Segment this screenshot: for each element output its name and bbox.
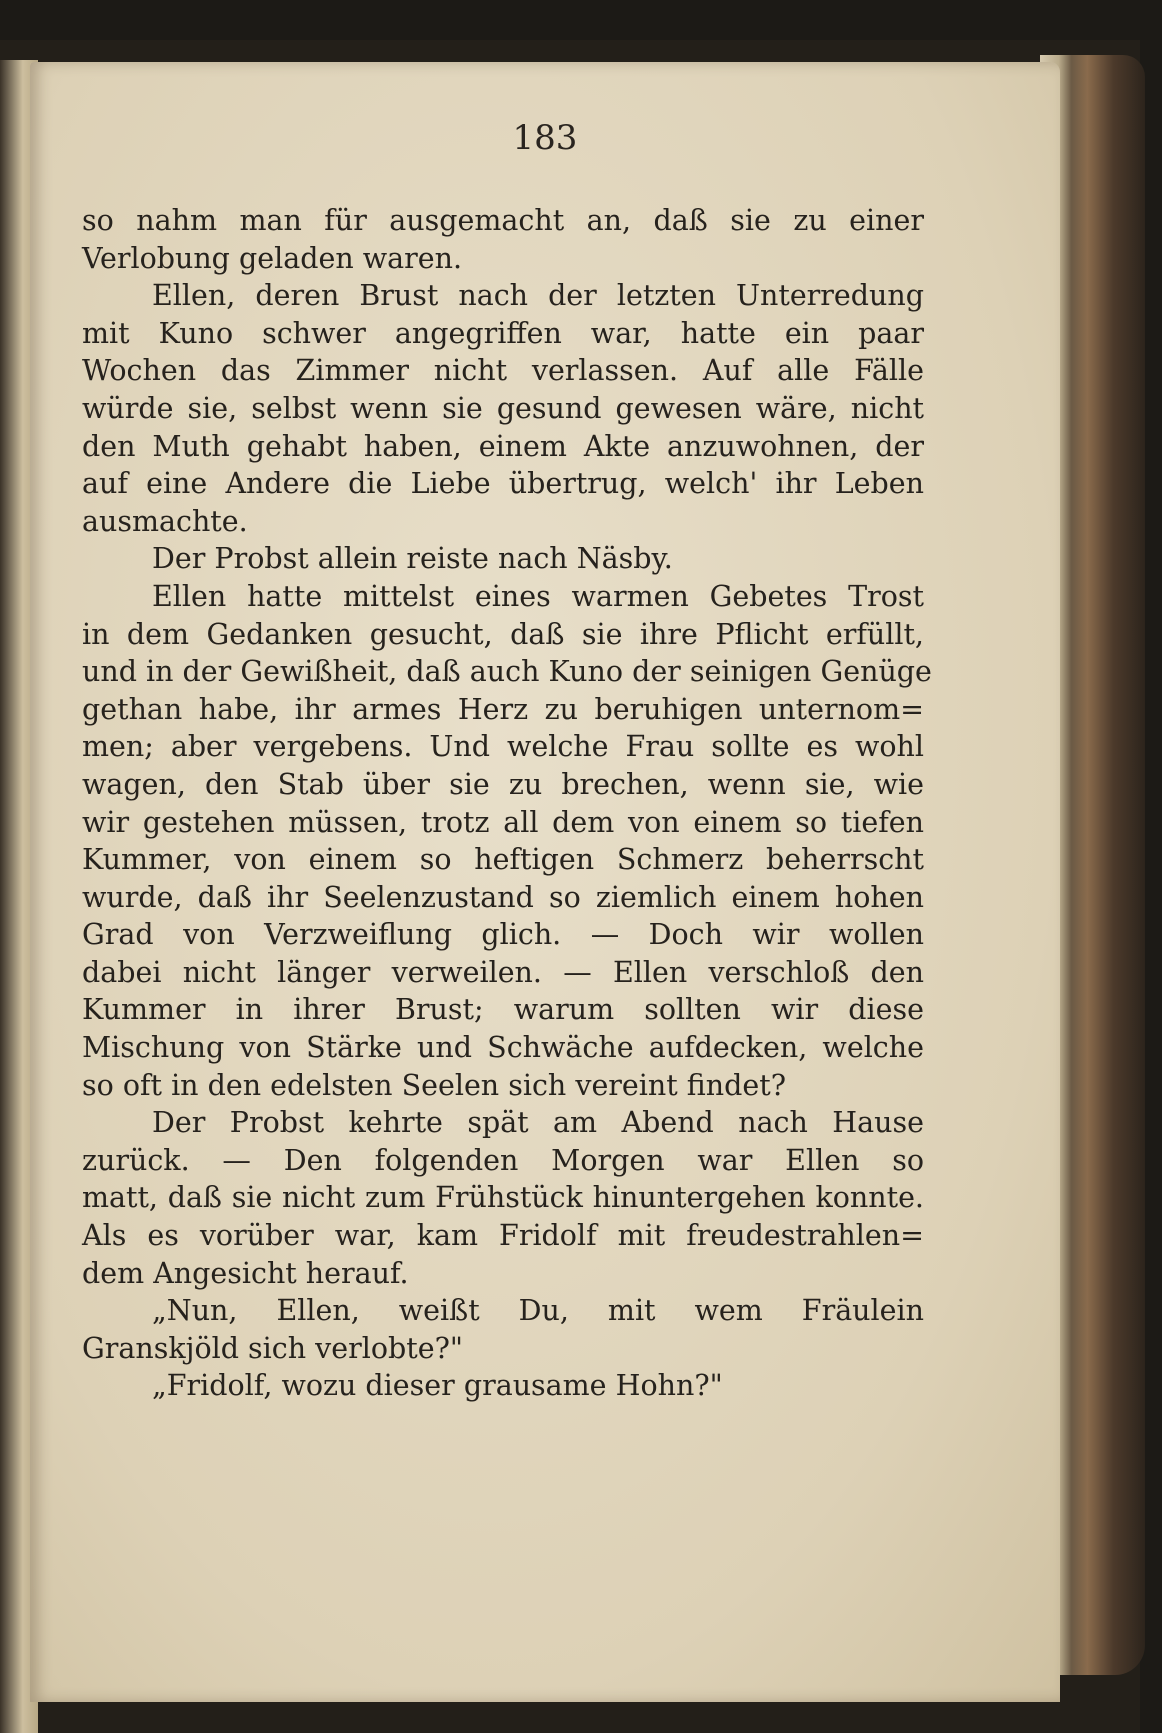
text-line: zurück. — Den folgenden Morgen war Ellen so <box>82 1143 924 1177</box>
text-line: Kummer in ihrer Brust; warum sollten wir diese <box>82 993 924 1027</box>
text-line: auf eine Andere die Liebe übertrug, welch' ihr Leben <box>82 467 924 501</box>
page-number: 183 <box>512 118 578 158</box>
text-line: in dem Gedanken gesucht, daß sie ihre Pflicht erfüllt, <box>82 617 924 651</box>
text-line: „Fridolf, wozu dieser grausame Hohn?" <box>152 1369 723 1403</box>
text-line: Granskjöld sich verlobte?" <box>82 1331 463 1365</box>
book-page <box>30 62 1060 1702</box>
text-line: Grad von Verzweiflung glich. — Doch wir wollen <box>82 918 924 952</box>
text-line: würde sie, selbst wenn sie gesund gewesen wäre, nicht <box>82 391 924 425</box>
text-line: und in der Gewißheit, daß auch Kuno der seinigen Genüge <box>82 655 932 689</box>
text-line: Ellen hatte mittelst eines warmen Gebetes Trost <box>152 579 924 613</box>
text-line: men; aber vergebens. Und welche Frau sollte es wohl <box>82 730 924 764</box>
text-line: dabei nicht länger verweilen. — Ellen verschloß den <box>82 955 924 989</box>
text-line: Kummer, von einem so heftigen Schmerz beherrscht <box>82 843 924 877</box>
text-line: wir gestehen müssen, trotz all dem von einem so tiefen <box>82 805 924 839</box>
text-line: Wochen das Zimmer nicht verlassen. Auf alle Fälle <box>82 354 924 388</box>
body-text <box>82 202 932 1405</box>
text-line: Als es vorüber war, kam Fridolf mit freudestrahlen= <box>82 1219 924 1253</box>
text-line: wagen, den Stab über sie zu brechen, wenn sie, wie <box>82 767 924 801</box>
text-line: Ellen, deren Brust nach der letzten Unterredung <box>152 279 924 313</box>
text-line: Verlobung geladen waren. <box>82 241 463 275</box>
text-line: dem Angesicht herauf. <box>82 1256 409 1290</box>
text-line: den Muth gehabt haben, einem Akte anzuwohnen, der <box>82 429 924 463</box>
text-line: so oft in den edelsten Seelen sich vereint findet? <box>82 1068 786 1102</box>
text-line: Mischung von Stärke und Schwäche aufdecken, welche <box>82 1031 924 1065</box>
text-line: Der Probst kehrte spät am Abend nach Hause <box>152 1106 924 1140</box>
text-line: Der Probst allein reiste nach Näsby. <box>152 542 673 576</box>
text-line: so nahm man für ausgemacht an, daß sie zu einer <box>82 204 924 237</box>
text-line: mit Kuno schwer angegriffen war, hatte ein paar <box>82 316 924 350</box>
text-line: „Nun, Ellen, weißt Du, mit wem Fräulein <box>152 1294 924 1328</box>
text-line: gethan habe, ihr armes Herz zu beruhigen unternom= <box>82 692 924 726</box>
text-line: ausmachte. <box>82 504 248 538</box>
text-line: matt, daß sie nicht zum Frühstück hinuntergehen konnte. <box>82 1181 924 1215</box>
text-line: wurde, daß ihr Seelenzustand so ziemlich einem hohen <box>82 880 924 914</box>
